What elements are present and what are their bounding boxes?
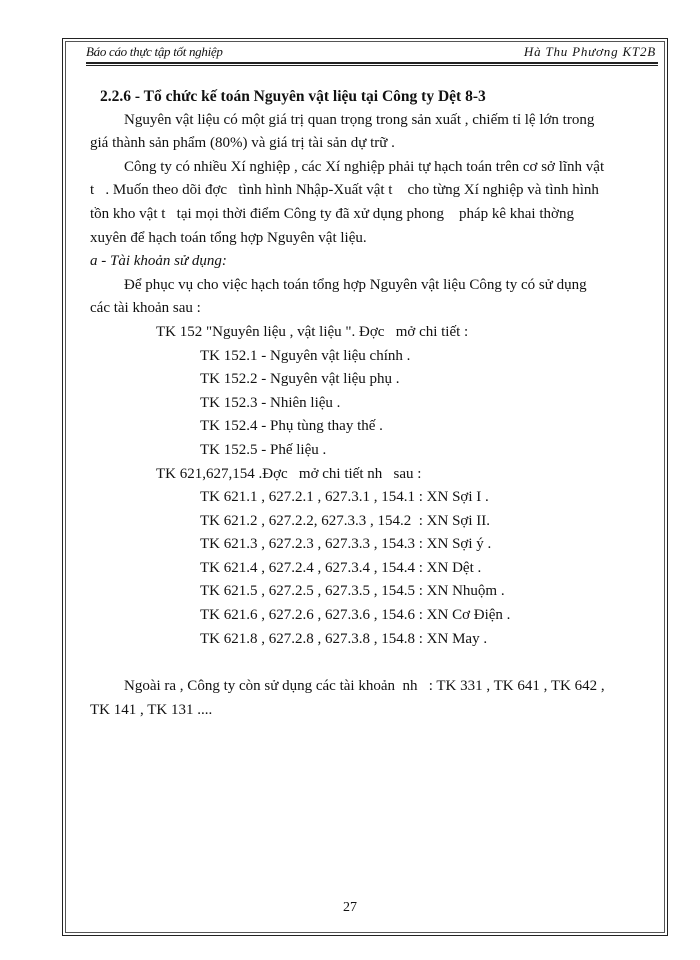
spacer [90,651,660,675]
account-item: TK 152.2 - Nguyên vật liệu phụ . [200,371,400,388]
paragraph-2-line-1: Công ty có nhiều Xí nghiệp , các Xí nghiệp phải tự hạch toán trên cơ sở lĩnh vật [124,158,605,175]
account-group-621: TK 621,627,154 .Đợc mở chi tiết nh sau : [156,465,422,482]
section-title: 2.2.6 - Tổ chức kế toán Nguyên vật liệu tại Công ty Dệt 8-3 [100,88,486,105]
account-item: TK 621.5 , 627.2.5 , 627.3.5 , 154.5 : XN Nhuộm . [200,583,505,600]
paragraph-2-line-3: tồn kho vật t tại mọi thời điểm Công ty đã xử dụng phong pháp kê khai thờng [90,205,574,222]
account-item: TK 621.3 , 627.2.3 , 627.3.3 , 154.3 : XN Sợi ý . [200,536,492,553]
account-item: TK 621.4 , 627.2.4 , 627.3.4 , 154.4 : XN Dệt . [200,559,482,576]
subheading-accounts: a - Tài khoản sử dụng: [90,253,227,270]
header-right-text: Hà Thu Phương KT2B [523,44,656,59]
page-number: 27 [343,900,357,915]
account-group-152: TK 152 "Nguyên liệu , vật liệu ". Đợc mở chi tiết : [156,323,469,340]
paragraph-3-line-1: Để phục vụ cho việc hạch toán tổng hợp Nguyên vật liệu Công ty có sử dụng [124,276,587,293]
paragraph-2-line-4: xuyên để hạch toán tổng hợp Nguyên vật liệu. [90,229,367,246]
account-item: TK 152.4 - Phụ tùng thay thế . [200,418,383,435]
account-item: TK 621.2 , 627.2.2, 627.3.3 , 154.2 : XN Sợi II. [200,512,491,529]
account-item: TK 152.3 - Nhiên liệu . [200,394,341,411]
paragraph-1-line-1: Nguyên vật liệu có một giá trị quan trọng trong sản xuất , chiếm tỉ lệ lớn trong [124,111,595,128]
account-item: TK 621.6 , 627.2.6 , 627.3.6 , 154.6 : XN Cơ Điện . [200,607,511,624]
paragraph-4-line-1: Ngoài ra , Công ty còn sử dụng các tài khoản nh : TK 331 , TK 641 , TK 642 , [124,678,605,695]
account-item: TK 152.1 - Nguyên vật liệu chính . [200,347,411,364]
paragraph-1-line-2: giá thành sản phẩm (80%) và giá trị tài sản dự trữ . [90,135,395,152]
header-rule-thin [86,65,658,66]
paragraph-3-line-2: các tài khoản sau : [90,300,201,317]
account-item: TK 152.5 - Phế liệu . [200,441,327,458]
header-left-text: Báo cáo thực tập tốt nghiệp [86,44,223,59]
account-item: TK 621.1 , 627.2.1 , 627.3.1 , 154.1 : XN Sợi I . [200,489,489,506]
running-header [86,42,656,62]
account-item: TK 621.8 , 627.2.8 , 627.3.8 , 154.8 : XN May . [200,630,488,647]
paragraph-4-line-2: TK 141 , TK 131 .... [90,701,213,718]
header-rule [86,62,658,64]
document-body [90,85,660,722]
paragraph-2-line-2: t . Muốn theo dõi đợc tình hình Nhập-Xuất vật t cho từng Xí nghiệp và tình hình [90,182,599,199]
